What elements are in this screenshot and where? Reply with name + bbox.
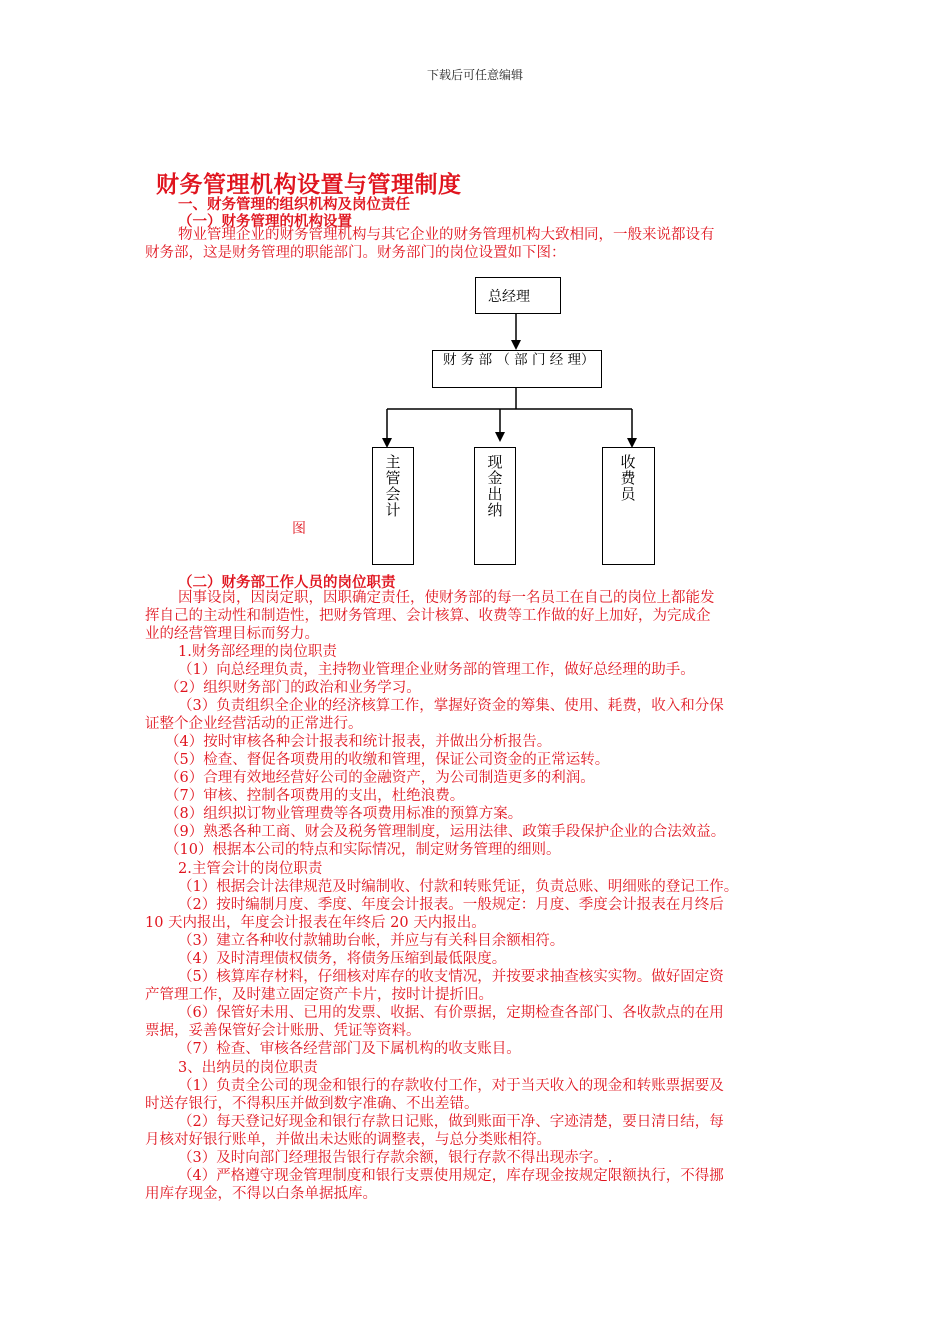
org-box-fee-collector-label: 收费员 — [620, 453, 636, 503]
heading-cashier-duties: 3、出纳员的岗位职责 — [178, 1060, 318, 1076]
cashier-duty-2-line1: （2）每天登记好现金和银行存款日记账，做到账面干净、字迹清楚，要日清日结，每 — [178, 1114, 724, 1130]
para1-line1: 因事设岗，因岗定职，因职确定责任，使财务部的每一名员工在自己的岗位上都能发 — [178, 590, 715, 606]
manager-duty-4: （4）按时审核各种会计报表和统计报表，并做出分析报告。 — [165, 734, 552, 750]
manager-duty-1: （1）向总经理负责，主持物业管理企业财务部的管理工作，做好总经理的助手。 — [178, 662, 695, 678]
org-box-fee-collector — [602, 447, 655, 565]
cashier-duty-2-line2: 月核对好银行账单，并做出未达账的调整表，与总分类账相符。 — [145, 1132, 551, 1148]
cashier-duty-1-line2: 时送存银行，不得积压并做到数字准确、不出差错。 — [145, 1096, 479, 1112]
accountant-duty-6-line2: 票据，妥善保管好会计账册、凭证等资料。 — [145, 1023, 421, 1039]
cashier-duty-1-line1: （1）负责全公司的现金和银行的存款收付工作，对于当天收入的现金和转账票据要及 — [178, 1078, 724, 1094]
org-box-general-manager-label: 总经理 — [488, 289, 530, 305]
section-heading-1: 一、财务管理的组织机构及岗位责任 — [178, 196, 410, 213]
intro-line-2: 财务部，这是财务管理的职能部门。财务部门的岗位设置如下图： — [145, 245, 566, 261]
accountant-duty-5-line1: （5）核算库存材料，仔细核对库存的收支情况，并按要求抽查核实实物。做好固定资 — [178, 969, 724, 985]
manager-duty-5: （5）检查、督促各项费用的收缴和管理，保证公司资金的正常运转。 — [165, 752, 610, 768]
org-box-finance-dept-label: 财 务 部 （ 部 门 经 理） — [443, 352, 595, 368]
cashier-duty-3: （3）及时向部门经理报告银行存款余额，银行存款不得出现赤字。. — [178, 1150, 613, 1166]
accountant-duty-2-line1: （2）按时编制月度、季度、年度会计报表。一般规定：月度、季度会计报表在月终后 — [178, 897, 724, 913]
para1-line2: 挥自己的主动性和制造性，把财务管理、会计核算、收费等工作做的好上加好，为完成企 — [145, 608, 711, 624]
manager-duty-7: （7）审核、控制各项费用的支出，杜绝浪费。 — [165, 788, 465, 804]
manager-duty-2: （2）组织财务部门的政治和业务学习。 — [165, 680, 421, 696]
manager-duty-9: （9）熟悉各种工商、财会及税务管理制度，运用法律、政策手段保护企业的合法效益。 — [165, 824, 726, 840]
accountant-duty-5-line2: 产管理工作，及时建立固定资产卡片，按时计提折旧。 — [145, 987, 493, 1003]
accountant-duty-7: （7）检查、审核各经营部门及下属机构的收支账目。 — [178, 1041, 521, 1057]
cashier-duty-4-line2: 用库存现金，不得以白条单据抵库。 — [145, 1186, 377, 1202]
accountant-duty-4: （4）及时清理债权债务，将债务压缩到最低限度。 — [178, 951, 507, 967]
figure-label: 图 — [292, 521, 306, 537]
org-box-finance-dept — [432, 350, 602, 388]
org-box-chief-accountant — [372, 447, 414, 565]
cashier-duty-4-line1: （4）严格遵守现金管理制度和银行支票使用规定，库存现金按规定限额执行，不得挪 — [178, 1168, 724, 1184]
manager-duty-8: （8）组织拟订物业管理费等各项费用标准的预算方案。 — [165, 806, 523, 822]
accountant-duty-2-line2: 10 天内报出，年度会计报表在年终后 20 天内报出。 — [145, 915, 486, 931]
manager-duty-6: （6）合理有效地经营好公司的金融资产，为公司制造更多的利润。 — [165, 770, 595, 786]
heading-manager-duties: 1.财务部经理的岗位职责 — [178, 644, 337, 660]
manager-duty-3-line2: 证整个企业经营活动的正常进行。 — [145, 716, 363, 732]
manager-duty-10: （10）根据本公司的特点和实际情况，制定财务管理的细则。 — [165, 842, 561, 858]
accountant-duty-6-line1: （6）保管好未用、已用的发票、收据、有价票据，定期检查各部门、各收款点的在用 — [178, 1005, 724, 1021]
subsection-heading-2: （二）财务部工作人员的岗位职责 — [178, 574, 396, 591]
accountant-duty-3: （3）建立各种收付款辅助台帐，并应与有关科目余额相符。 — [178, 933, 565, 949]
org-box-chief-accountant-label: 主管会计 — [385, 453, 401, 519]
accountant-duty-1: （1）根据会计法律规范及时编制收、付款和转账凭证，负责总账、明细账的登记工作。 — [178, 879, 739, 895]
para1-line3: 业的经营管理目标而努力。 — [145, 626, 319, 642]
heading-accountant-duties: 2.主管会计的岗位职责 — [178, 861, 323, 877]
manager-duty-3-line1: （3）负责组织全企业的经济核算工作，掌握好资金的筹集、使用、耗费，收入和分保 — [178, 698, 724, 714]
page-header-note: 下载后可任意编辑 — [426, 68, 523, 82]
intro-line-1: 物业管理企业的财务管理机构与其它企业的财务管理机构大致相同，一般来说都设有 — [178, 227, 715, 243]
subsection-heading-1: （一）财务管理的机构设置 — [178, 213, 352, 230]
org-box-cashier — [474, 447, 516, 565]
document-title: 财务管理机构设置与管理制度 — [156, 171, 462, 198]
org-box-cashier-label: 现金出纳 — [487, 453, 503, 519]
org-box-general-manager — [475, 277, 561, 314]
